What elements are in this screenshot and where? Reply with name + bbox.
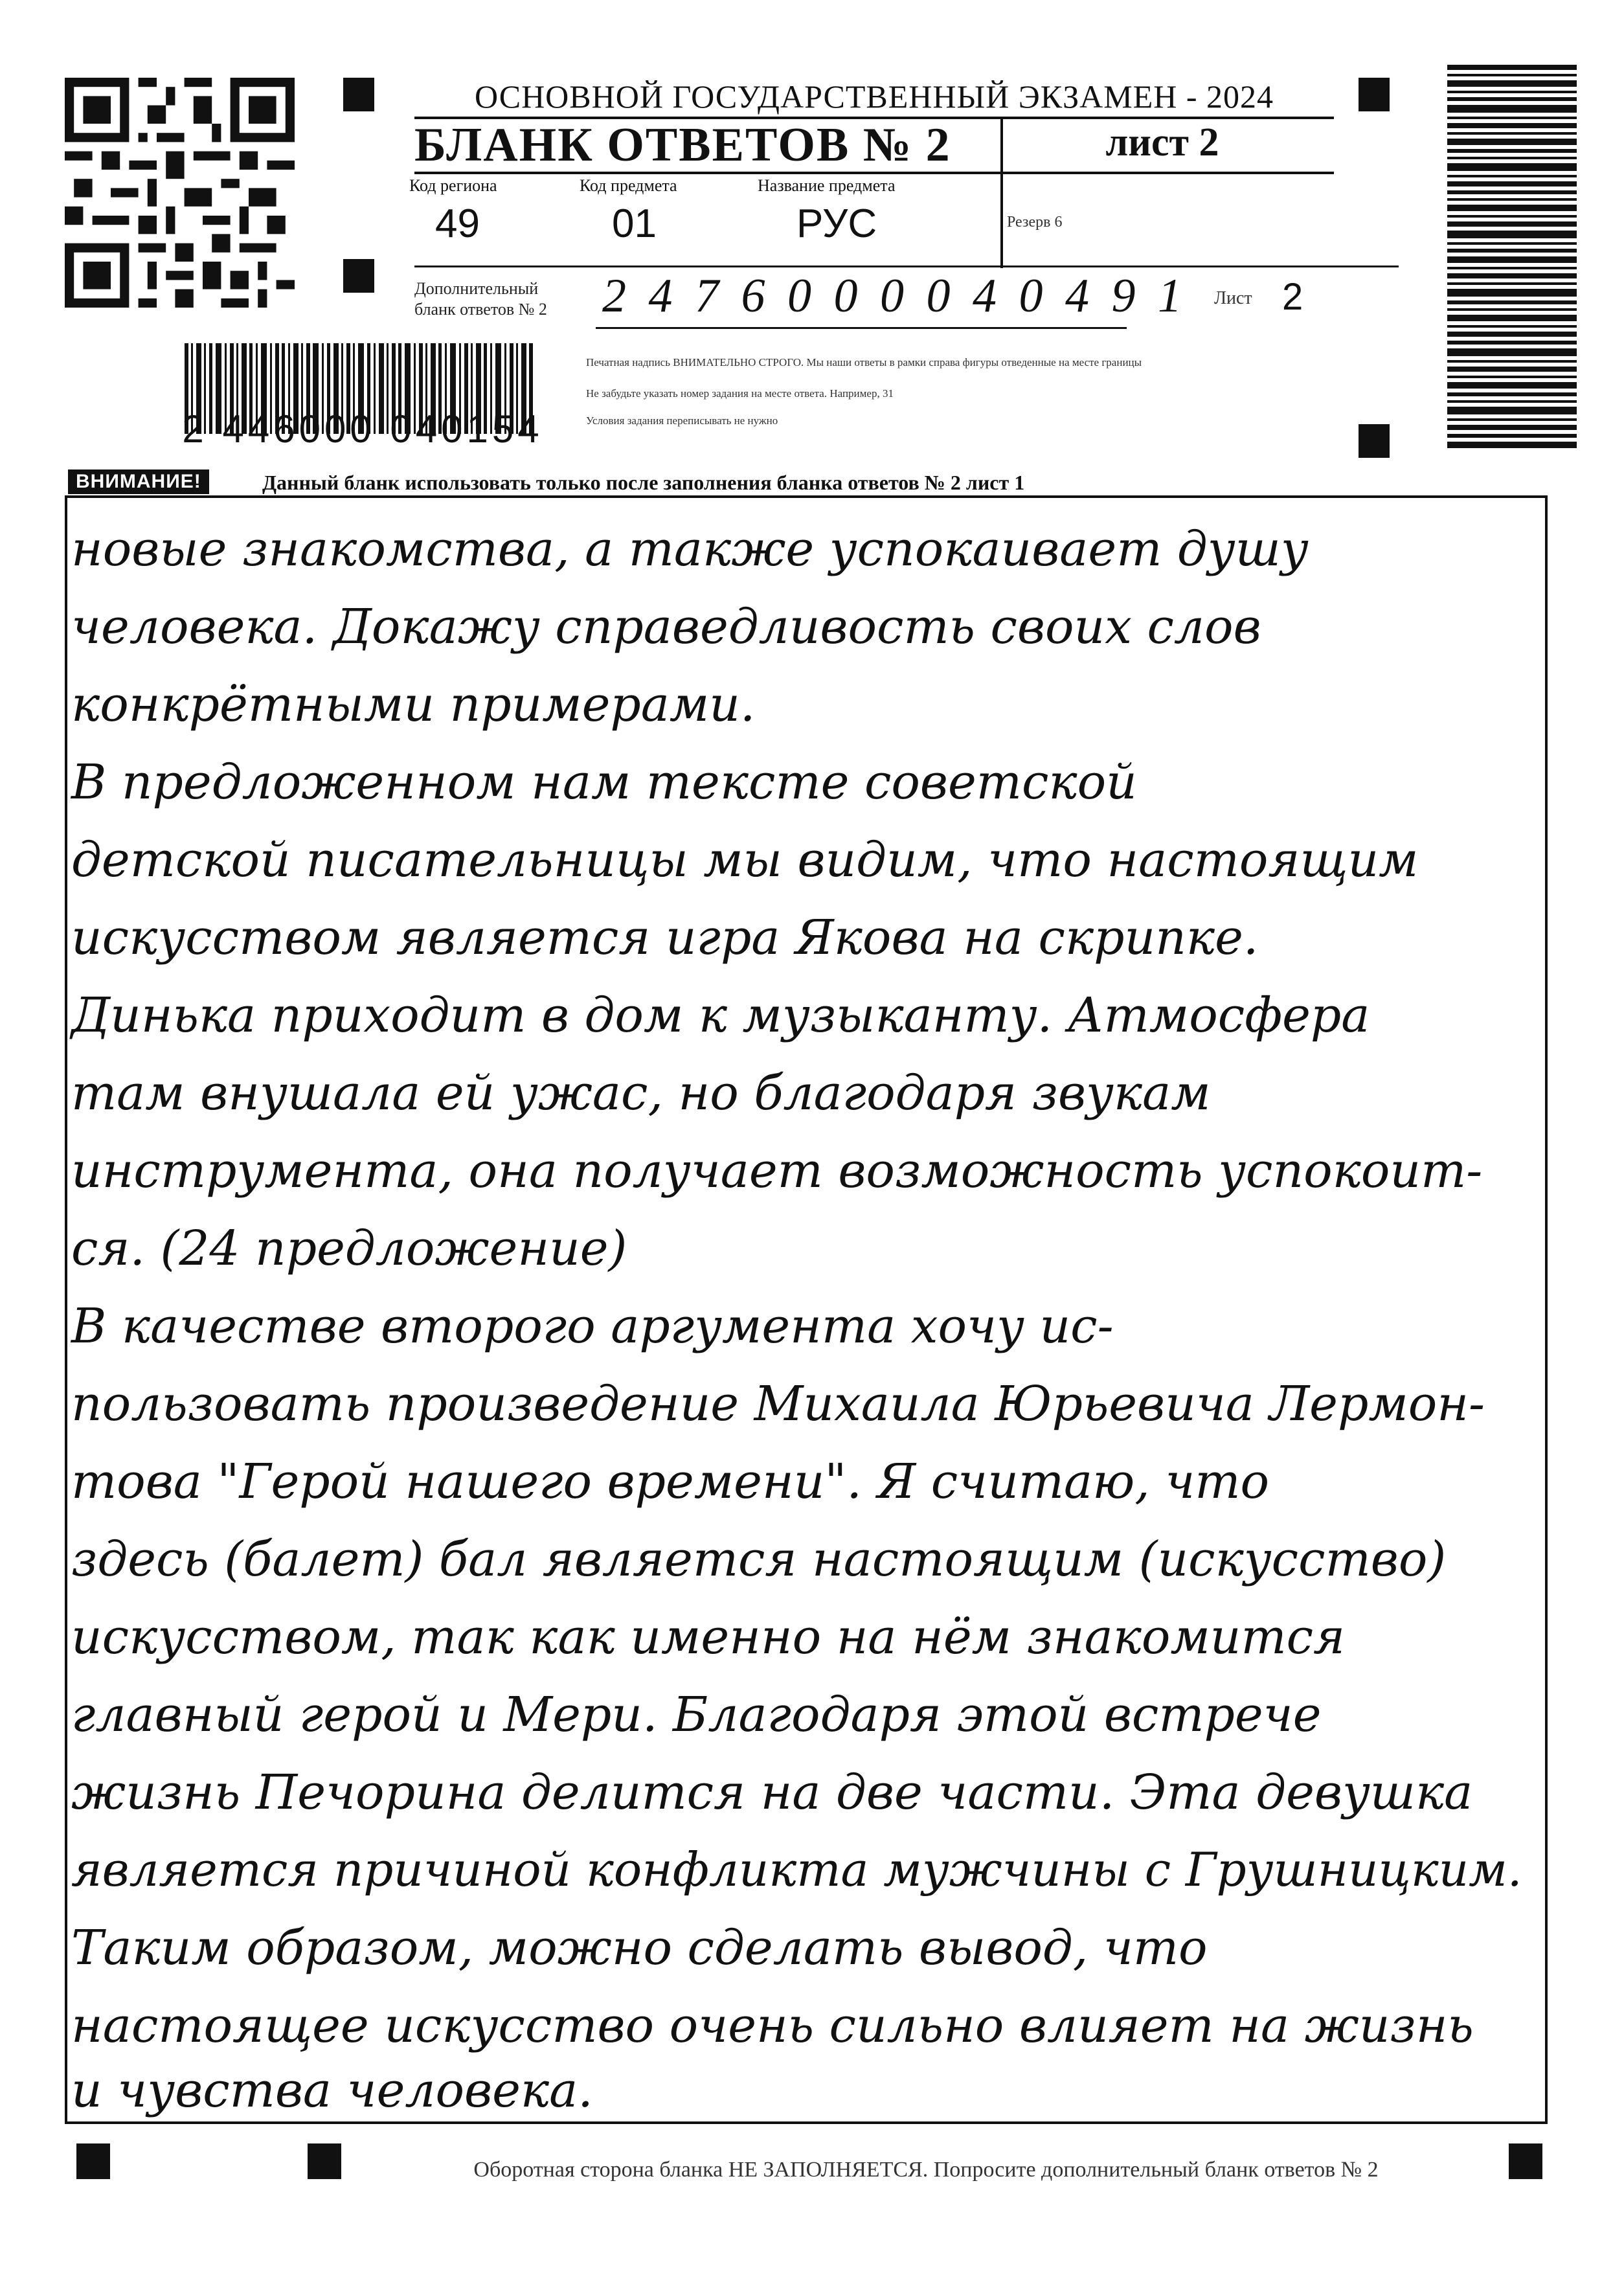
attention-text: Данный бланк использовать только после заполнения бланка ответов № 2 лист 1 (262, 471, 1025, 494)
answer-line: В качестве второго аргумента хочу ис- (71, 1298, 1114, 1354)
instruction-note: Условия задания переписывать не нужно (586, 414, 778, 427)
number-underline (596, 327, 1127, 329)
answer-line: новые знакомства, а также успокаивает душу (71, 521, 1309, 577)
header-divider (1000, 118, 1003, 268)
alignment-marker (1359, 424, 1390, 458)
reserve-label: Резерв 6 (1007, 214, 1063, 231)
sheet-label: лист 2 (1105, 120, 1219, 164)
additional-blank-label-line: бланк ответов № 2 (414, 300, 547, 319)
answer-line: настоящее искусство очень сильно влияет на жизнь (71, 1998, 1474, 2053)
answer-line: Динька приходит в дом к музыканту. Атмосфера (71, 988, 1370, 1043)
answer-line: инструмента, она получает возможность успокоит- (71, 1143, 1483, 1199)
vertical-barcode (1447, 65, 1577, 453)
answer-line: ся. (24 предложение) (71, 1221, 627, 1276)
answer-line: там внушала ей ужас, но благодаря звукам (71, 1065, 1211, 1121)
alignment-marker (343, 78, 374, 111)
sheet-number: 2 (1282, 276, 1303, 318)
answer-line: главный герой и Мери. Благодаря этой встрече (71, 1687, 1322, 1743)
footer-note: Оборотная сторона бланка НЕ ЗАПОЛНЯЕТСЯ. Попросите дополнительный бланк ответов № 2 (473, 2158, 1379, 2182)
answer-line: человека. Докажу справедливость своих слов (71, 599, 1261, 655)
answer-line: здесь (балет) бал является настоящим (искусство) (71, 1532, 1447, 1587)
additional-blank-label (414, 278, 547, 320)
header-rule (414, 266, 1399, 267)
attention-badge: ВНИМАНИЕ! (68, 469, 209, 494)
answer-line: искусством является игра Якова на скрипке. (71, 910, 1259, 966)
instruction-note: Не забудьте указать номер задания на месте ответа. Например, 31 (586, 387, 894, 400)
alignment-marker (308, 2143, 341, 2179)
answer-line: В предложенном нам тексте советской (71, 754, 1137, 810)
sheet-small-label: Лист (1214, 288, 1252, 308)
answer-line: является причиной конфликта мужчины с Грушницким. (71, 1842, 1522, 1897)
answer-line: Таким образом, можно сделать вывод, что (71, 1920, 1208, 1976)
subject-name-label: Название предмета (758, 176, 896, 195)
alignment-marker (1509, 2143, 1542, 2179)
blank-title: БЛАНК ОТВЕТОВ № 2 (414, 119, 951, 172)
subject-code-value: 01 (612, 201, 657, 246)
answer-line: конкрётными примерами. (71, 677, 756, 732)
answer-line: това "Герой нашего времени". Я считаю, что (71, 1454, 1270, 1509)
answer-line: и чувства человека. (71, 2063, 593, 2118)
answer-line: искусством, так как именно на нём знакомится (71, 1609, 1346, 1665)
qr-code (65, 78, 295, 308)
answer-line: детской писательницы мы видим, что настоящим (71, 832, 1419, 888)
alignment-marker (76, 2143, 110, 2179)
region-value: 49 (435, 201, 480, 246)
alignment-marker (1359, 78, 1390, 111)
subject-name-value: РУС (796, 201, 877, 246)
region-label: Код региона (409, 176, 497, 195)
barcode-number: 2 446000 040154 (182, 407, 543, 451)
answer-line: пользовать произведение Михаила Юрьевича Лермон- (71, 1376, 1485, 1432)
header-rule (414, 172, 1334, 174)
alignment-marker (343, 259, 374, 293)
subject-code-label: Код предмета (580, 176, 677, 195)
additional-blank-number: 2 4 7 6 0 0 0 0 4 0 4 9 1 (602, 269, 1187, 322)
additional-blank-label-line: Дополнительный (414, 279, 539, 298)
exam-title: ОСНОВНОЙ ГОСУДАРСТВЕННЫЙ ЭКЗАМЕН - 2024 (475, 78, 1274, 115)
instruction-note: Печатная надпись ВНИМАТЕЛЬНО СТРОГО. Мы наши ответы в рамки справа фигуры отведенные на месте границы (586, 356, 1142, 368)
answer-line: жизнь Печорина делится на две части. Эта девушка (71, 1765, 1473, 1820)
